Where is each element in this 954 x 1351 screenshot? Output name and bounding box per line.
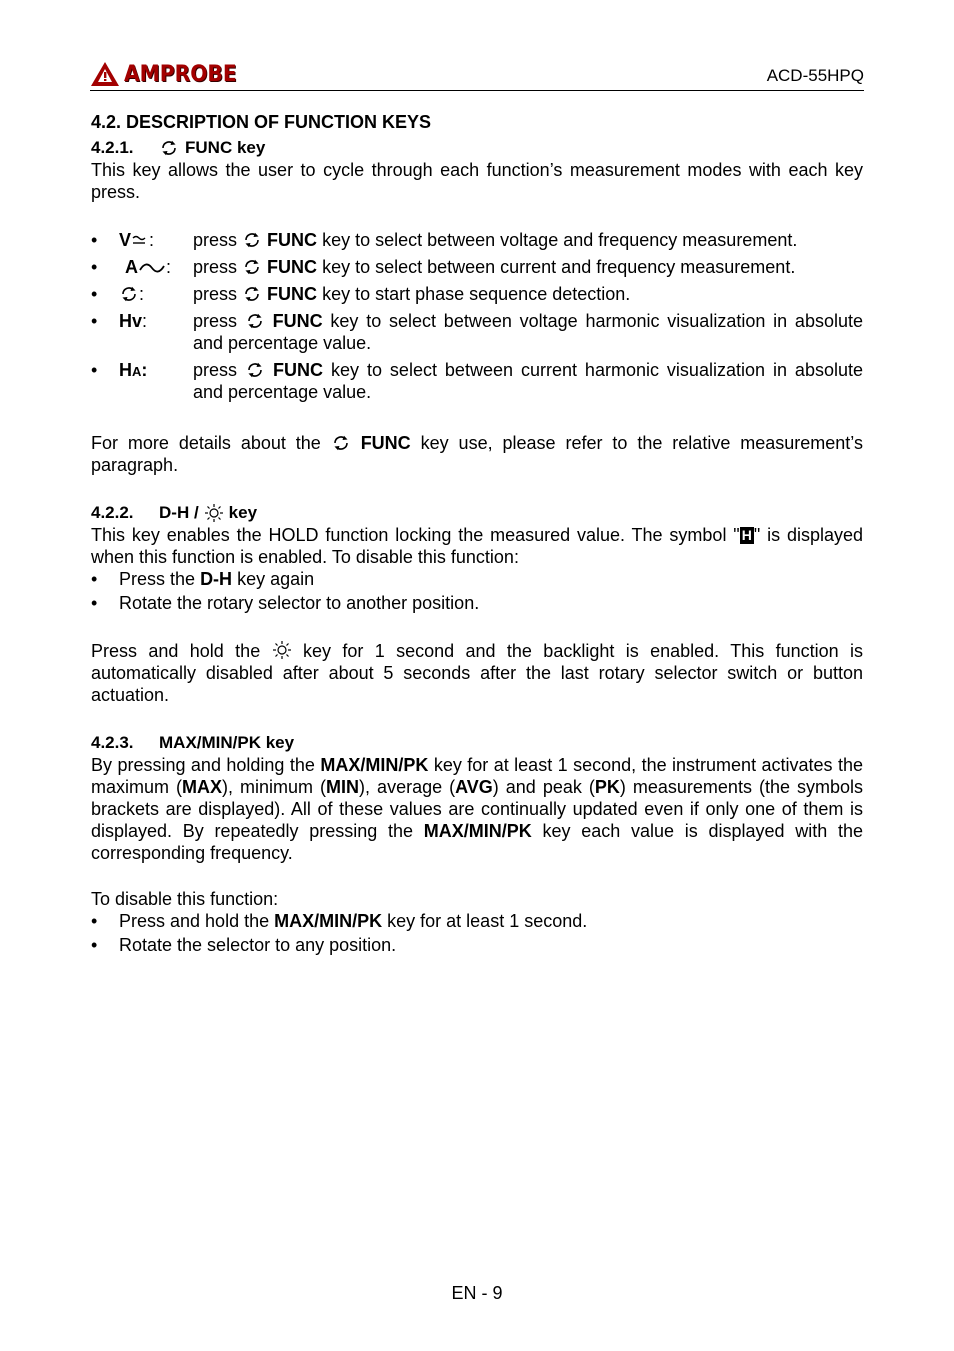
warning-triangle-icon: [90, 61, 120, 87]
list-item: [91, 256, 863, 278]
subsection-number: 4.2.1.: [91, 138, 134, 157]
mode-separator: :: [139, 284, 145, 304]
subsection-number: 4.2.2.: [91, 503, 134, 522]
mode-label: PK: [594, 777, 620, 797]
backlight-icon: [272, 640, 292, 660]
mode-term: [119, 283, 144, 305]
text-run: This key enables the HOLD function locking the measured value. The symbol ": [91, 525, 740, 545]
hold-symbol: H: [741, 527, 752, 543]
list-item: [91, 910, 863, 932]
list-item: [91, 934, 863, 956]
func-key-label: FUNC: [360, 433, 411, 453]
func-key-label: FUNC: [272, 311, 323, 331]
func-key-label: FUNC: [267, 257, 318, 277]
text-run: key use, please refer to the relative measurement’s paragraph.: [91, 433, 863, 475]
text-run: Press and hold the: [91, 641, 261, 661]
mode-term-subscript: A: [132, 364, 142, 379]
dh-key-heading: [91, 502, 863, 524]
func-cycle-icon: [159, 139, 179, 157]
subsection-title: D-H /: [159, 503, 199, 522]
maxmin-paragraph: [91, 754, 863, 864]
func-intro: This key allows the user to cycle through each function’s measurement modes with each key press.: [91, 160, 863, 202]
mode-description: key to select between current and frequency measurement.: [322, 257, 796, 277]
mode-term: [119, 310, 147, 332]
mode-label: MAX: [182, 777, 223, 797]
subsection-number: 4.2.3.: [91, 733, 134, 752]
dh-intro: [91, 524, 863, 568]
text-run: key for at least 1 second, the instrument activates the maximum (: [91, 755, 863, 797]
text-run: For more details about the: [91, 433, 321, 453]
header-divider: [90, 90, 864, 91]
mode-term-label: V: [119, 230, 132, 250]
press-word: press: [193, 284, 238, 304]
func-details-paragraph: [91, 432, 863, 476]
mode-term-label: Hv: [119, 311, 143, 331]
list-item: [91, 283, 863, 305]
text-run: Rotate the rotary selector to another position.: [119, 593, 480, 613]
key-label: MAX/MIN/PK: [320, 755, 429, 775]
text-run: key each value is displayed with the corresponding frequency.: [91, 821, 863, 863]
ac-current-icon: [138, 260, 166, 276]
func-key-label: FUNC: [267, 284, 318, 304]
press-word: press: [193, 360, 238, 380]
text-run: ) measurements (the symbols brackets are displayed). All of these values are continually updated even if only one of them is displayed. By repeatedly pressing the: [91, 777, 864, 841]
text-run: key again: [237, 569, 315, 589]
mode-description: key to select between current harmonic visualization in absolute and percentage value.: [193, 360, 863, 402]
bullet: •: [91, 230, 98, 250]
key-label: MAX/MIN/PK: [423, 821, 532, 841]
logo-text: AMPROBE: [124, 61, 237, 87]
dh-disable-list: [91, 568, 863, 614]
mode-separator: :: [166, 257, 172, 277]
subsection-title: FUNC key: [185, 138, 266, 157]
list-item: [91, 568, 863, 590]
mode-separator: :: [142, 311, 148, 331]
func-cycle-icon: [245, 312, 265, 330]
text-run: ) and peak (: [492, 777, 595, 797]
mode-term-label: A: [125, 257, 138, 277]
bullet: •: [91, 311, 98, 331]
section-title: 4.2. DESCRIPTION OF FUNCTION KEYS: [91, 112, 432, 132]
list-item: [91, 592, 863, 614]
func-key-label: FUNC: [267, 230, 318, 250]
mode-description: key to select between voltage and frequency measurement.: [322, 230, 798, 250]
text-run: key for 1 second and the backlight is enabled. This function is automatically disabled after about 5 seconds after the last rotary selector switch or button actuation.: [91, 641, 863, 705]
bullet: •: [91, 911, 98, 931]
text-run: ), average (: [359, 777, 456, 797]
func-cycle-icon: [242, 258, 262, 276]
mode-separator: :: [149, 230, 155, 250]
func-key-heading: [91, 137, 863, 159]
bullet: •: [91, 257, 98, 277]
mode-label: AVG: [455, 777, 493, 797]
page-number: EN - 9: [451, 1283, 503, 1303]
press-word: press: [193, 230, 238, 250]
maxmin-key-heading: [91, 732, 863, 754]
list-item: [91, 310, 863, 354]
maxmin-disable-list: [91, 910, 863, 956]
text-run: " is displayed when this function is enabled. To disable this function:: [91, 525, 863, 567]
list-item: [91, 229, 863, 251]
mode-description: key to select between voltage harmonic visualization in absolute and percentage value.: [193, 311, 863, 353]
subsection-title: MAX/MIN/PK key: [159, 733, 295, 752]
list-item: [91, 359, 863, 403]
text-run: Press and hold the: [119, 911, 270, 931]
func-key-label: FUNC: [272, 360, 323, 380]
func-cycle-icon: [245, 361, 265, 379]
func-cycle-icon: [242, 285, 262, 303]
document-code: ACD-55HPQ: [766, 66, 864, 85]
maxmin-disable-intro: To disable this function:: [91, 889, 279, 909]
bullet: •: [91, 593, 98, 613]
text-run: Press the: [119, 569, 196, 589]
text-run: Rotate the selector to any position.: [119, 935, 397, 955]
key-label: D-H: [200, 569, 233, 589]
bullet: •: [91, 284, 98, 304]
mode-label: MIN: [326, 777, 360, 797]
key-label: MAX/MIN/PK: [274, 911, 383, 931]
bullet: •: [91, 360, 98, 380]
phase-sequence-icon: [119, 285, 139, 303]
main-content: [91, 111, 863, 958]
mode-term: [119, 229, 154, 251]
subsection-title-suffix: key: [228, 503, 258, 522]
bullet: •: [91, 935, 98, 955]
bullet: •: [91, 569, 98, 589]
mode-term-label: H: [119, 360, 132, 380]
func-cycle-icon: [331, 434, 351, 452]
text-run: key for at least 1 second.: [387, 911, 588, 931]
press-word: press: [193, 257, 238, 277]
mode-separator: :: [141, 360, 148, 380]
func-mode-list: [91, 229, 863, 403]
func-cycle-icon: [242, 231, 262, 249]
text-run: By pressing and holding the: [91, 755, 315, 775]
amprobe-logo: [90, 58, 246, 90]
ac-dc-voltage-icon: [131, 233, 149, 249]
mode-term: [125, 256, 171, 278]
text-run: ), minimum (: [222, 777, 327, 797]
mode-description: key to start phase sequence detection.: [322, 284, 631, 304]
backlight-paragraph: [91, 640, 863, 706]
press-word: press: [193, 311, 238, 331]
mode-term: [119, 359, 147, 383]
backlight-icon: [204, 503, 224, 523]
